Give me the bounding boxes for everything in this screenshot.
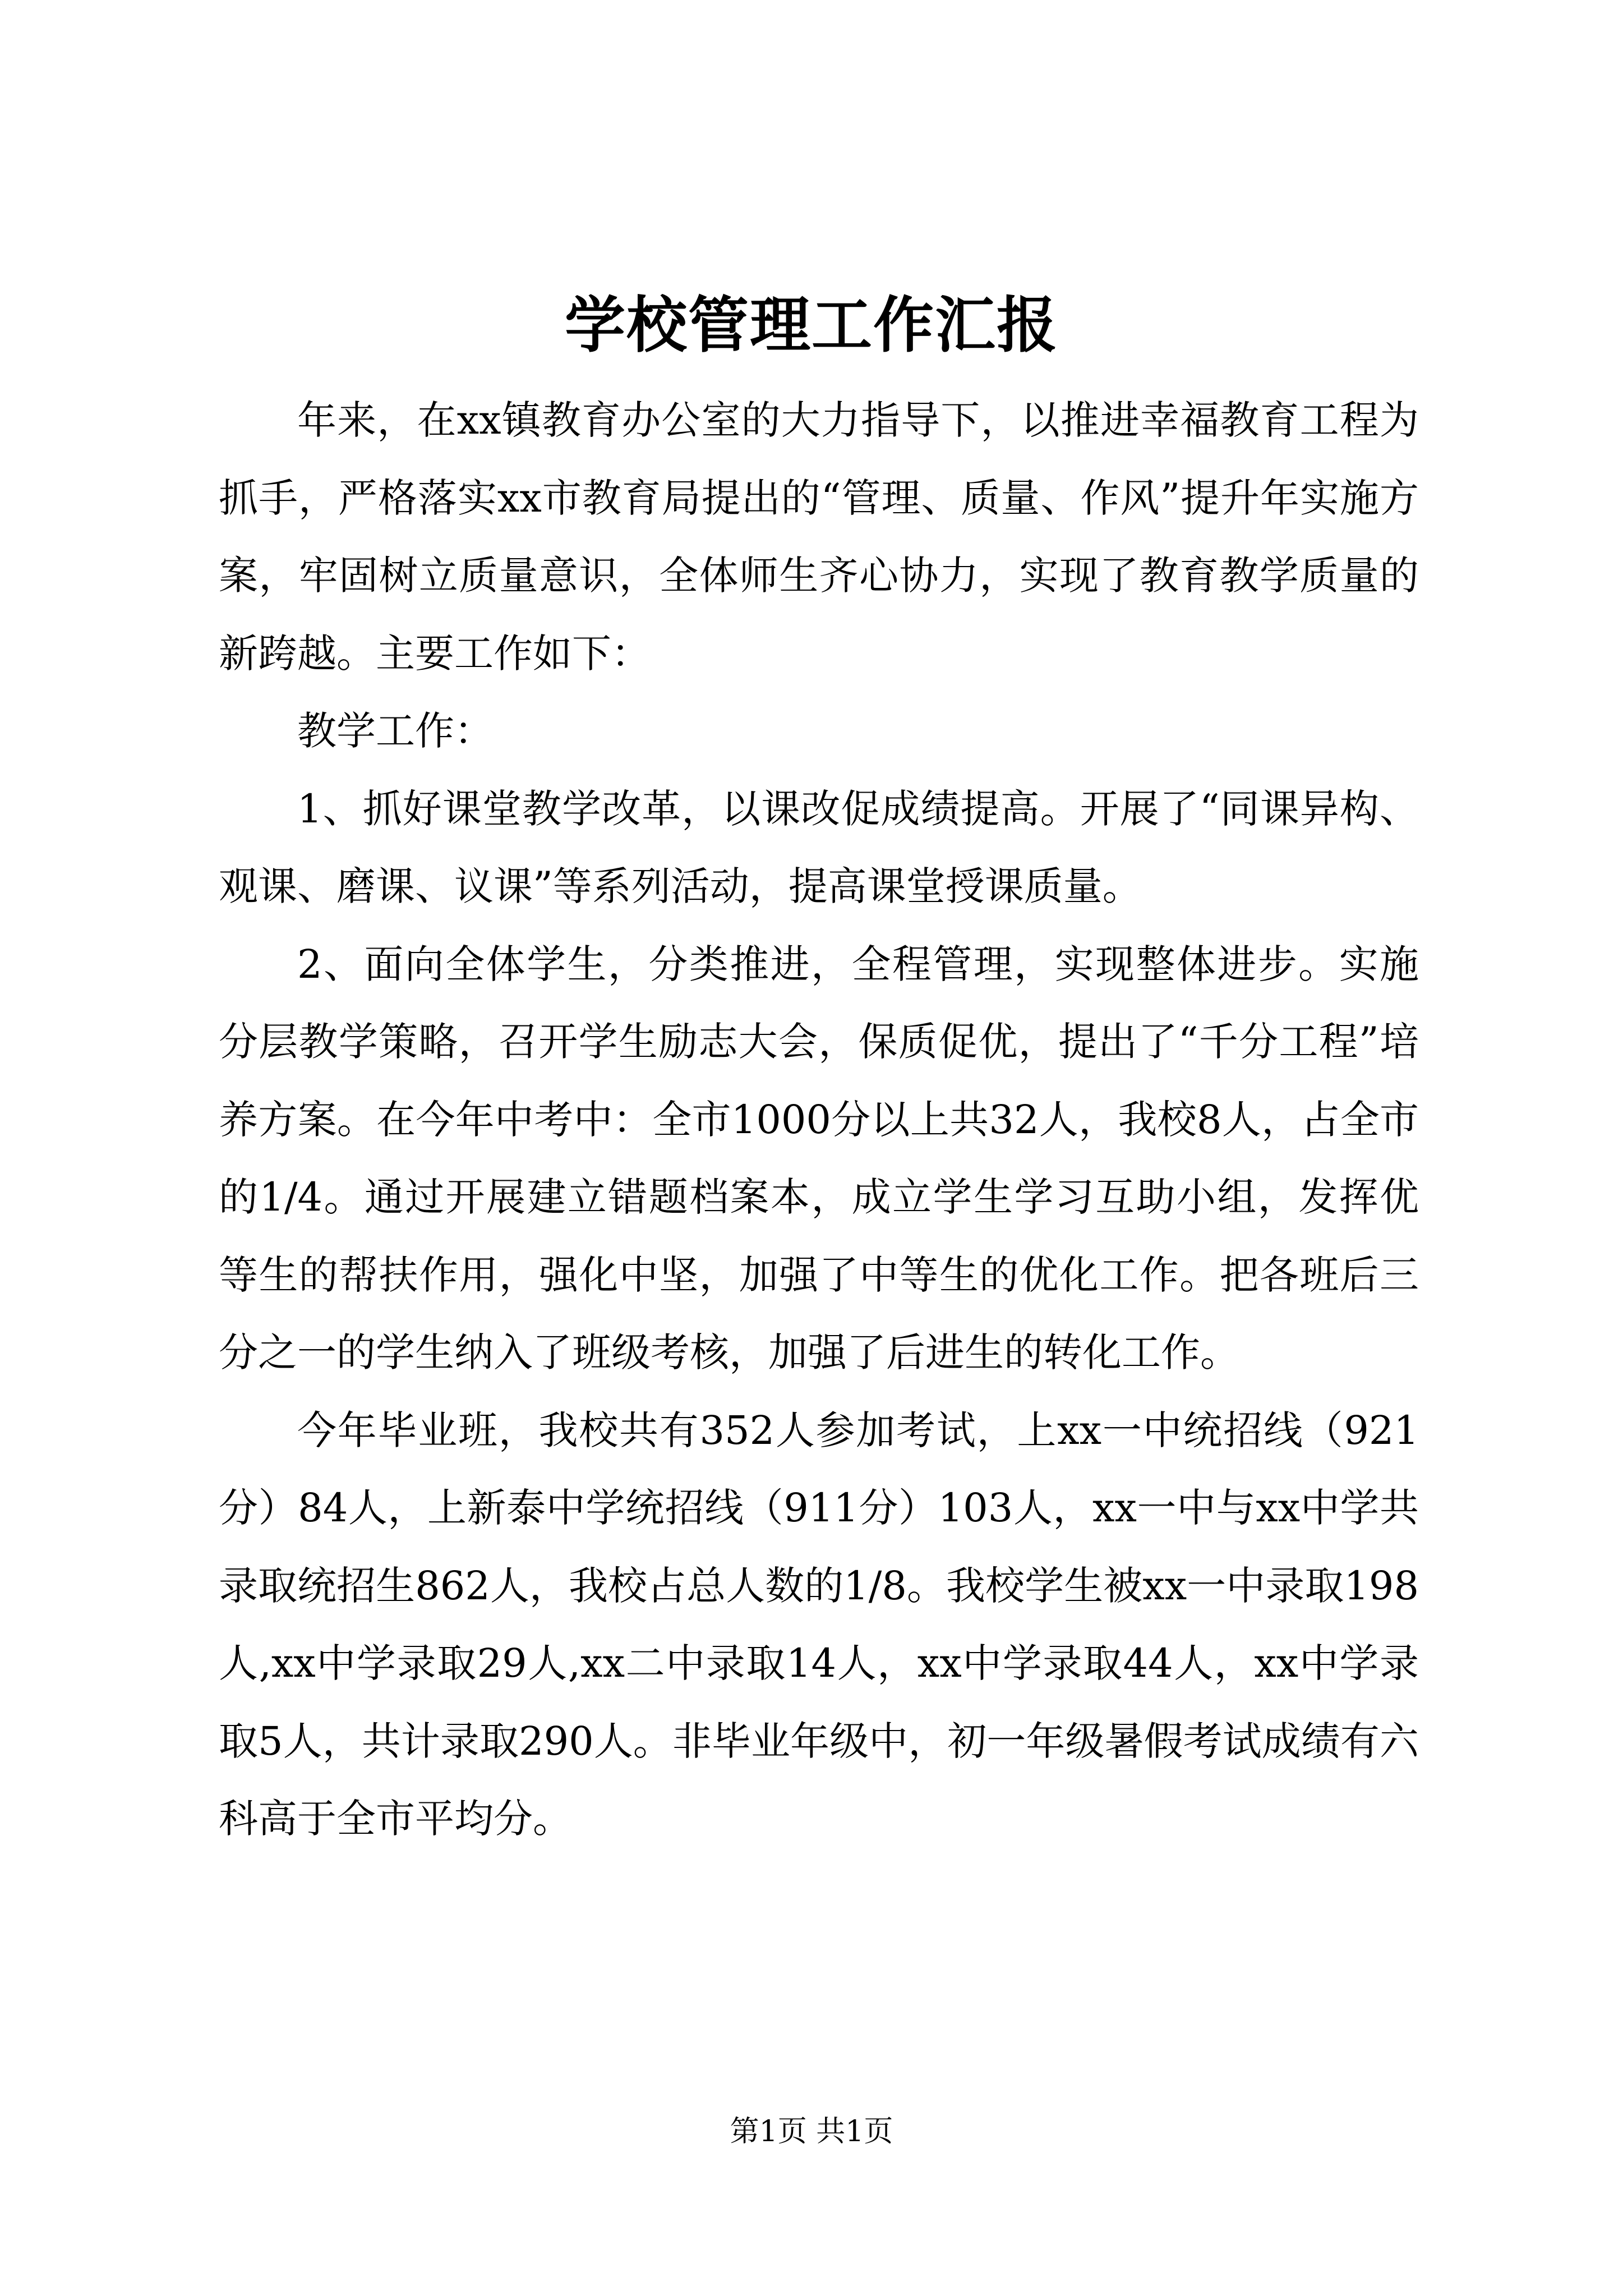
paragraph-intro: 年来，在xx镇教育办公室的大力指导下，以推进幸福教育工程为抓手，严格落实xx市教育局提出的“管理、质量、作风”提升年实施方案，牢固树立质量意识，全体师生齐心协力，实现了教育教学质量的新跨越。主要工作如下： (219, 397, 1419, 677)
document-title: 学校管理工作汇报 (564, 290, 1058, 361)
paragraph-graduation-results: 今年毕业班，我校共有352人参加考试，上xx一中统招线（921分）84人，上新泰中学统招线（911分）103人，xx一中与xx中学共录取统招生862人，我校占总人数的1/8。我校学生被xx一中录取198人,xx中学录取29人,xx二中录取14人，xx中学录取44人，xx中学录取5人，共计录取290人。非毕业年级中，初一年级暑假考试成绩有六科高于全市平均分。 (219, 1407, 1419, 1842)
page-footer: 第1页 共1页 (730, 2115, 893, 2148)
paragraph-item-2: 2、面向全体学生，分类推进，全程管理，实现整体进步。实施分层教学策略，召开学生励志大会，保质促优，提出了“千分工程”培养方案。在今年中考中：全市1000分以上共32人，我校8人，占全市的1/4。通过开展建立错题档案本，成立学生学习互助小组，发挥优等生的帮扶作用，强化中坚，加强了中等生的优化工作。把各班后三分之一的学生纳入了班级考核，加强了后进生的转化工作。 (219, 941, 1419, 1375)
document-body (219, 381, 1419, 1858)
paragraph-item-1: 1、抓好课堂教学改革，以课改促成绩提高。开展了“同课异构、观课、磨课、议课”等系列活动，提高课堂授课质量。 (219, 785, 1419, 909)
paragraph-section-heading: 教学工作： (297, 708, 494, 754)
